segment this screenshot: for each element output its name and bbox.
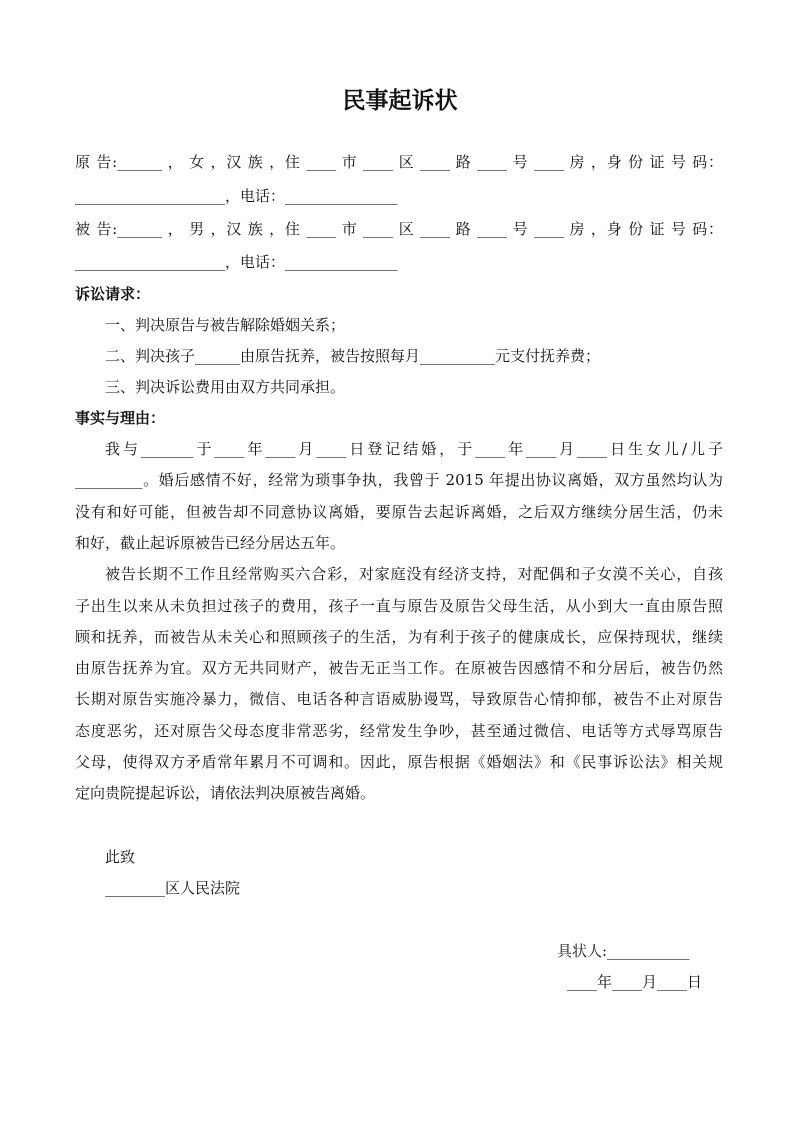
date-line: ____年____月____日 xyxy=(567,973,703,991)
signer-line: 具状人:___________ xyxy=(557,942,690,960)
salutation: 此致 xyxy=(105,848,136,866)
facts-paragraph-2-line: 被告长期不工作且经常购买六合彩，对家庭没有经济支持，对配偶和子女漠不关心，自孩 xyxy=(105,565,723,583)
facts-paragraph-2-line: 子出生以来从未负担过孩子的费用，孩子一直与原告及原告父母生活，从小到大一直由原告照 xyxy=(75,597,723,615)
facts-heading: 事实与理由： xyxy=(75,409,166,427)
defendant-info-line-1: 被 告:______ ， 男 ，汉 族 ，住 ____ 市 ____ 区 ____ 路 ____ 号 ____ 房 ，身 份 证 号 码： xyxy=(75,220,723,238)
facts-paragraph-2-line: 态度恶劣，还对原告父母态度非常恶劣，经常发生争吵，甚至通过微信、电话等方式辱骂原告 xyxy=(75,722,723,740)
court-name: ________区人民法院 xyxy=(105,879,241,897)
facts-paragraph-2-line: 顾和抚养，而被告从未关心和照顾孩子的生活，为有利于孩子的健康成长，应保持现状，继续 xyxy=(75,628,723,646)
facts-paragraph-1-line: 没有和好可能，但被告却不同意协议离婚，要原告去起诉离婚，之后双方继续分居生活，仍未 xyxy=(75,503,723,521)
document-title: 民事起诉状 xyxy=(342,88,458,114)
facts-paragraph-2-line: 父母，使得双方矛盾常年累月不可调和。因此，原告根据《婚姻法》和《民事诉讼法》相关规 xyxy=(75,753,723,771)
plaintiff-info-line-1: 原 告:______ ， 女 ，汉 族 ，住 ____ 市 ____ 区 ____ 路 ____ 号 ____ 房 ，身 份 证 号 码： xyxy=(75,153,723,171)
facts-paragraph-2-line: 长期对原告实施冷暴力，微信、电话各种言语威胁谩骂，导致原告心情抑郁，被告不止对原告 xyxy=(75,690,723,708)
facts-paragraph-2-line: 由原告抚养为宜。双方无共同财产，被告无正当工作。在原被告因感情不和分居后，被告仍然 xyxy=(75,659,723,677)
claims-heading: 诉讼请求： xyxy=(75,285,151,303)
facts-paragraph-2-line: 定向贵院提起诉讼，请依法判决原被告离婚。 xyxy=(75,784,376,802)
facts-paragraph-1-line: _________。婚后感情不好，经常为琐事争执，我曾于 2015 年提出协议离婚，双方虽然均认为 xyxy=(75,471,723,489)
claim-item: 二、判决孩子______由原告抚养，被告按照每月__________元支付抚养费； xyxy=(105,347,601,365)
claim-item: 一、判决原告与被告解除婚姻关系； xyxy=(105,316,346,334)
defendant-info-line-2: ____________________，电话：_______________ xyxy=(75,253,398,271)
facts-paragraph-1-line: 我与_______于____年____月____日登记结婚，于____年____月____日生女儿/儿子 xyxy=(105,440,723,458)
plaintiff-info-line-2: ____________________，电话：_______________ xyxy=(75,187,398,205)
claim-item: 三、判决诉讼费用由双方共同承担。 xyxy=(105,378,346,396)
facts-paragraph-1-line: 和好，截止起诉原被告已经分居达五年。 xyxy=(75,534,346,552)
